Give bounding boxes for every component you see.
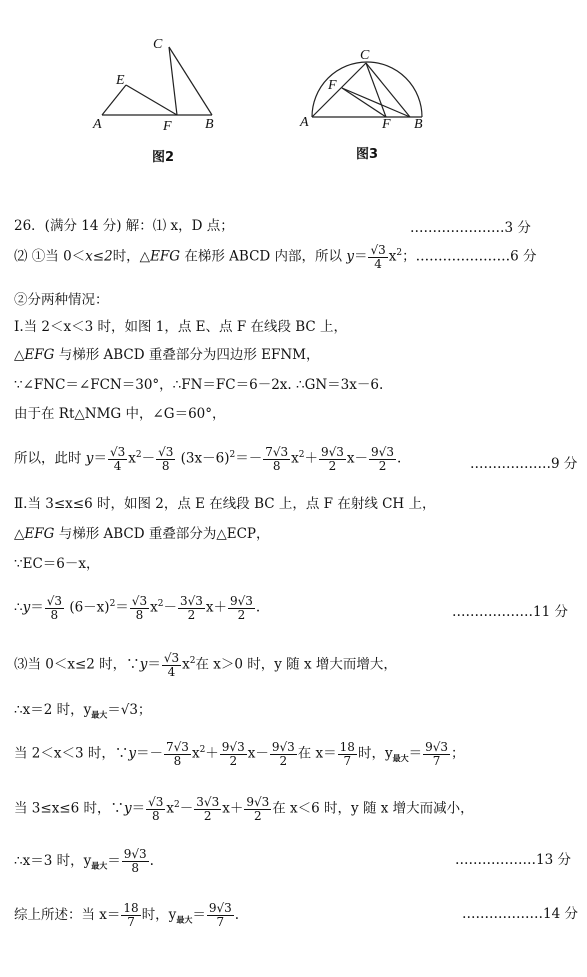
solution-heading: 26．(满分 14 分) 解：⑴ x，D 点； [14,218,234,234]
line-case-I-formula: 所以，此时 y＝ $\frac{√3}{4}$ $x^2-$ $\frac{√3}{8}$ $(3x-6)^2=-$ $\frac{7√3}{8}$ $x^2+$ $\frac{9√3}{2}$ x－ $\frac{9√3}{2}$ . [14,444,402,473]
fig3-point-C: C [360,48,370,63]
score-11: ………………11 分 [452,604,568,620]
line-part2-case1: ⑵ ①当 0＜x≤2时，△EFG 在梯形 ABCD 内部，所以 y＝ $\frac{√3}{4}$ $x^2$；…………………6 分 [14,242,537,271]
fig2-point-B: B [205,117,214,132]
line-max-3: ∴x＝3 时，$y_{最大}=$ $\frac{9√3}{8}$ . [14,847,154,875]
line-case-II-formula: ∴y＝ $\frac{√3}{8}$ $(6-x)^2=$ $\frac{√3}{8}$ $x^2-$ $\frac{3√3}{2}$ x＋ $\frac{9√3}{2}$ . [14,593,261,622]
line-rt-nmg: 由于在 Rt△NMG 中，∠G＝60°， [14,406,226,422]
line-case-II: Ⅱ.当 3≤x≤6 时，如图 2，点 E 在线段 BC 上，点 F 在射线 CH 上， [14,496,436,512]
line-overlap-1: △EFG 与梯形 ABCD 重叠部分为四边形 EFNM， [14,347,320,363]
line-part3-case3: 当 3≤x≤6 时，∵y＝ $\frac{√3}{8}$ $x^2-$ $\frac{3√3}{2}$ x＋ $\frac{9√3}{2}$ 在 x＜6 时，y 随 x 增大而减小， [14,794,474,823]
score-13: ………………13 分 [455,852,571,868]
line-part3-case1: ⑶当 0＜x≤2 时，∵y＝ $\frac{√3}{4}$ $x^2$在 x＞0 时，y 随 x 增大而增大， [14,650,397,679]
fig2-point-C: C [153,37,163,52]
line-overlap-2: △EFG 与梯形 ABCD 重叠部分为△ECP， [14,526,270,542]
line-part3-case2: 当 2＜x＜3 时，∵y＝－ $\frac{7√3}{8}$ $x^2+$ $\frac{9√3}{2}$ x－ $\frac{9√3}{2}$ 在 x＝ $\frac{18}{7}$ 时，$y_{最大}=$ $\frac{9√3}{7}$ ； [14,739,465,768]
fig3-point-A: A [300,115,309,130]
fig2-point-F: F [163,119,172,134]
line-two-cases: ②分两种情况： [14,292,109,308]
fig3-point-F: F [328,78,337,93]
fig3-point-F2: F [382,117,391,132]
line-ec: ∵EC＝6－x， [14,556,100,572]
line-case-I: Ⅰ.当 2＜x＜3 时，如图 1，点 E、点 F 在线段 BC 上， [14,319,348,335]
fig3-point-B: B [414,117,423,132]
line-angle-fnc: ∵∠FNC＝∠FCN＝30°，∴FN＝FC＝6－2x. ∴GN＝3x－6. [14,377,384,393]
score-14: ………………14 分 [462,906,578,922]
line-max-1: ∴x＝2 时，$y_{最大}=√3$； [14,702,152,720]
score-9: ………………9 分 [470,456,578,472]
fig2-point-E: E [116,73,125,88]
fig3-caption: 图3 [356,147,379,162]
line-conclusion: 综上所述：当 x＝ $\frac{18}{7}$ 时，$y_{最大}=$ $\frac{9√3}{7}$ . [14,901,240,929]
score-3: …………………3 分 [410,220,531,236]
fig2-caption: 图2 [152,150,175,165]
fig2-point-A: A [93,117,102,132]
